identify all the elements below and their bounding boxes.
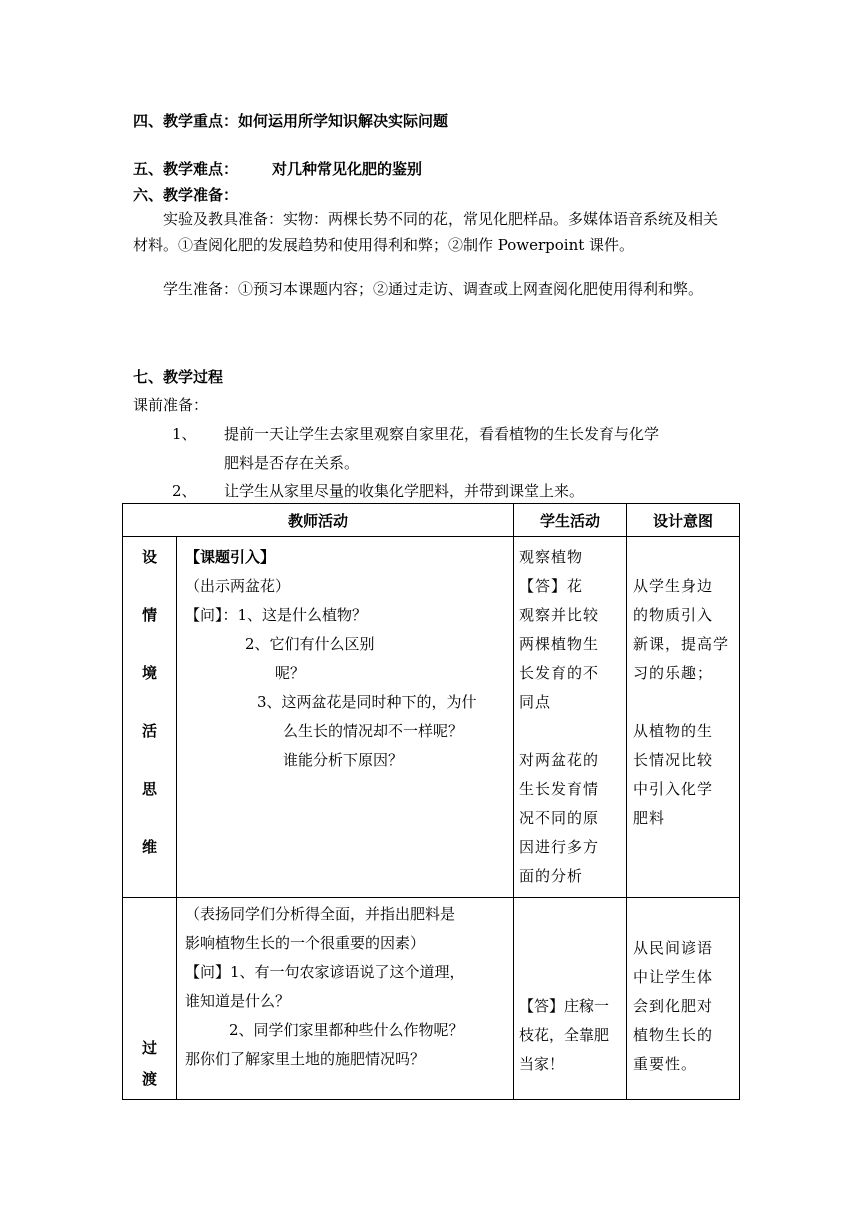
phase-char: 境 — [141, 664, 157, 682]
teacher-activity-cell — [177, 898, 514, 1100]
design-line: 长情况比较 — [633, 751, 714, 769]
phase-char: 维 — [141, 838, 157, 856]
phase-cell-transition — [123, 898, 177, 1100]
teacher-line: （出示两盆花） — [185, 577, 291, 595]
student-line: 况不同的原 — [519, 809, 600, 827]
teacher-line: 2、同学们家里都种些什么作物呢？ — [229, 1021, 464, 1039]
section-4-text: 如何运用所学知识解决实际问题 — [238, 112, 449, 130]
design-line: 重要性。 — [633, 1055, 698, 1073]
student-line: 生长发育情 — [519, 780, 600, 798]
teacher-line: 2、它们有什么区别 — [245, 635, 375, 653]
student-line: 因进行多方 — [519, 838, 600, 856]
section-7-heading: 七、教学过程 — [133, 368, 224, 386]
teacher-line: （表扬同学们分析得全面，并指出肥料是 — [185, 905, 456, 923]
student-line: 观察植物 — [519, 548, 584, 566]
header-teacher-activity: 教师活动 — [123, 504, 514, 537]
list-item-1-number: 1、 — [172, 425, 197, 443]
design-line: 的物质引入 — [633, 606, 714, 624]
topic-intro-heading: 【课题引入】 — [185, 548, 276, 566]
design-intent-cell — [627, 537, 740, 898]
table-row — [123, 898, 740, 1100]
design-line: 从学生身边 — [633, 577, 714, 595]
design-line: 从民间谚语 — [633, 939, 714, 957]
teacher-line: 那你们了解家里土地的施肥情况吗？ — [185, 1050, 426, 1068]
section-5-text: 对几种常见化肥的鉴别 — [272, 160, 423, 178]
teacher-line: 谁知道是什么？ — [185, 992, 291, 1010]
phase-cell-situation — [123, 537, 177, 898]
list-item-1-line-1: 提前一天让学生去家里观察自家里花，看看植物的生长发育与化学 — [224, 425, 660, 443]
section-4-heading — [133, 110, 448, 131]
student-activity-cell — [514, 537, 627, 898]
student-activity-cell — [514, 898, 627, 1100]
design-line: 肥料 — [633, 809, 666, 827]
section-5-heading — [133, 158, 422, 179]
student-line: 面的分析 — [519, 867, 584, 885]
table-row — [123, 537, 740, 898]
lesson-process-table — [122, 503, 740, 1100]
list-item-2-number: 2、 — [172, 482, 197, 500]
section-6-heading: 六、教学准备： — [133, 186, 239, 204]
student-line: 枝花，全靠肥 — [519, 1026, 610, 1044]
list-item-1-text — [224, 420, 659, 478]
header-design-intent: 设计意图 — [627, 504, 740, 537]
pre-class-label: 课前准备： — [133, 396, 209, 414]
list-item-2-line-1: 让学生从家里尽量的收集化学肥料，并带到课堂上来。 — [224, 482, 585, 500]
design-line: 习的乐趣； — [633, 664, 714, 682]
phase-char: 活 — [141, 722, 157, 740]
student-line: 【答】花 — [519, 577, 584, 595]
design-intent-content — [627, 898, 739, 1085]
design-intent-content — [627, 537, 739, 839]
design-line: 中引入化学 — [633, 780, 714, 798]
phase-char: 情 — [141, 606, 157, 624]
teacher-line: 谁能分析下原因？ — [283, 751, 404, 769]
list-item-2-text — [224, 477, 584, 506]
design-line: 从植物的生 — [633, 722, 714, 740]
teacher-activity-content — [177, 537, 513, 781]
design-line: 植物生长的 — [633, 1026, 714, 1044]
teacher-line: 【问】：1、这是什么植物？ — [185, 606, 368, 624]
section-4-label: 四、教学重点： — [133, 112, 239, 130]
student-line: 同点 — [519, 693, 552, 711]
phase-char: 渡 — [141, 1070, 157, 1088]
design-intent-cell — [627, 898, 740, 1100]
student-line: 【答】庄稼一 — [519, 997, 610, 1015]
header-student-activity: 学生活动 — [514, 504, 627, 537]
teacher-line: 呢？ — [275, 664, 306, 682]
table-header-row — [123, 504, 740, 537]
teacher-line: 【问】1、有一句农家谚语说了这个道理， — [185, 963, 465, 981]
design-line: 中让学生体 — [633, 968, 714, 986]
student-line: 观察并比较 — [519, 606, 600, 624]
prep-material-paragraph: 实验及教具准备：实物：两棵长势不同的花，常见化肥样品。多媒体语音系统及相关材料。①查阅化肥的发展趋势和使用得利和弊；②制作 Powerpoint 课件。 — [133, 210, 719, 254]
student-line: 长发育的不 — [519, 664, 600, 682]
teacher-line: 3、这两盆花是同时种下的，为什 — [257, 693, 477, 711]
student-line: 对两盆花的 — [519, 751, 600, 769]
phase-char: 思 — [141, 780, 157, 798]
student-activity-content — [514, 898, 626, 1085]
teacher-line: 影响植物生长的一个很重要的因素） — [185, 934, 426, 952]
phase-char: 过 — [141, 1039, 157, 1057]
section-5-label: 五、教学难点： — [133, 160, 239, 178]
teacher-activity-content — [177, 898, 513, 1080]
prep-student-paragraph: 学生准备：①预习本课题内容；②通过走访、调查或上网查阅化肥使用得利和弊。 — [163, 280, 704, 298]
phase-label-stack — [123, 537, 176, 862]
design-line: 新课，提高学 — [633, 635, 730, 653]
list-item-1-line-2: 肥料是否存在关系。 — [224, 454, 360, 472]
phase-char: 设 — [141, 548, 157, 566]
student-line: 两棵植物生 — [519, 635, 600, 653]
phase-label-stack — [123, 1033, 176, 1099]
student-line: 当家！ — [519, 1055, 565, 1073]
teacher-activity-cell — [177, 537, 514, 898]
student-activity-content — [514, 537, 626, 897]
design-line: 会到化肥对 — [633, 997, 714, 1015]
teacher-line: 么生长的情况却不一样呢？ — [283, 722, 464, 740]
